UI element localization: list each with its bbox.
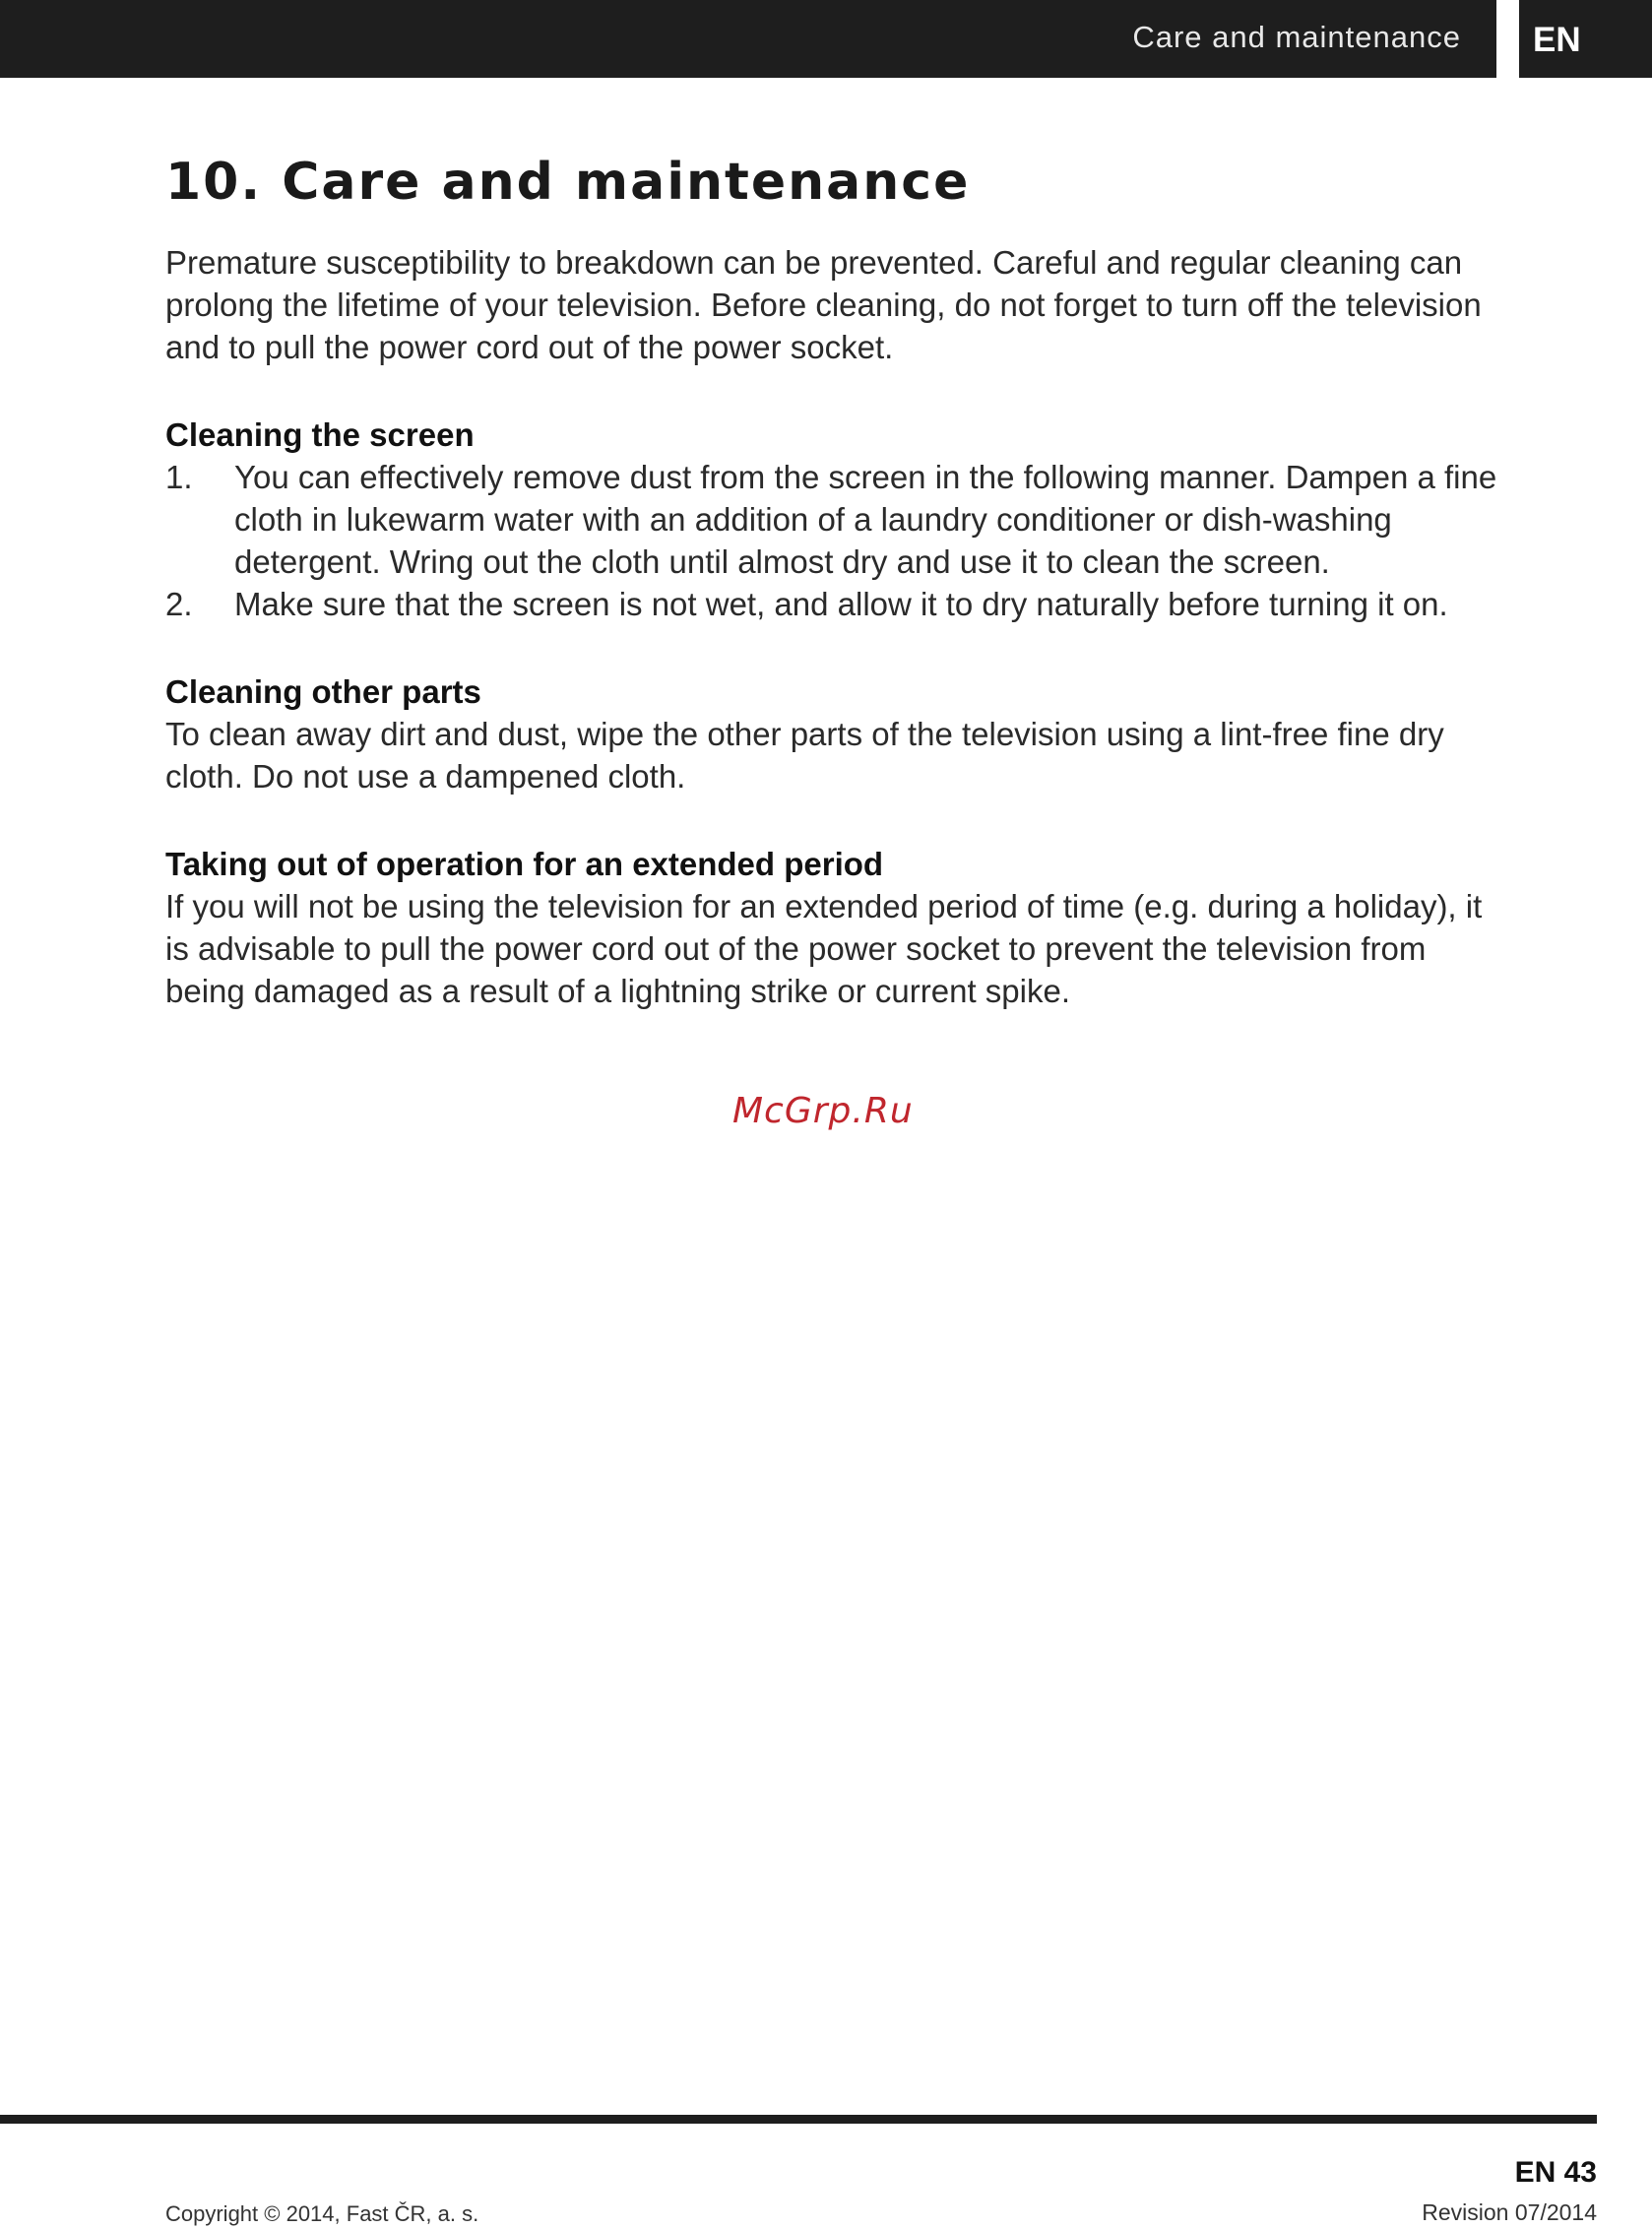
page-number: EN 43	[1514, 2156, 1597, 2189]
section-heading: Taking out of operation for an extended period	[165, 846, 884, 882]
revision-text: Revision 07/2014	[1422, 2199, 1597, 2225]
step-number: 1.	[165, 459, 193, 495]
section-heading: Cleaning the screen	[165, 416, 475, 453]
page-title: 10. Care and maintenance	[165, 153, 971, 212]
copyright-text: Copyright © 2014, Fast ČR, a. s.	[165, 2201, 479, 2226]
watermark: McGrp.Ru	[732, 1091, 914, 1131]
page-content	[165, 153, 1504, 1012]
footer-divider	[0, 2115, 1597, 2124]
section-heading: Cleaning other parts	[165, 673, 481, 710]
step-text: Make sure that the screen is not wet, and allow it to dry naturally before turning it on.	[234, 586, 1448, 622]
header-section-title: Care and maintenance	[1132, 20, 1461, 54]
language-badge: EN	[1519, 0, 1652, 78]
step-number: 2.	[165, 586, 193, 622]
list-item	[165, 456, 1504, 583]
section-text: If you will not be using the television for an extended period of time (e.g. during a holiday), it is advisable to pull the power cord out of the power socket to prevent the television from being damaged as a result of a lightning strike or current spike.	[165, 888, 1483, 1009]
section-cleaning-other-parts	[165, 670, 1504, 797]
section-text: To clean away dirt and dust, wipe the other parts of the television using a lint-free fine dry cloth. Do not use a dampened cloth.	[165, 716, 1444, 795]
steps-list	[165, 456, 1504, 625]
section-extended-period	[165, 843, 1504, 1012]
section-cleaning-screen	[165, 414, 1504, 625]
step-text: You can effectively remove dust from the screen in the following manner. Dampen a fine cloth in lukewarm water with an addition of a laundry conditioner or dish-washing detergent. Wring out the cloth until almost dry and use it to clean the screen.	[234, 459, 1497, 580]
header-bar	[0, 0, 1496, 78]
list-item	[165, 583, 1504, 625]
intro-paragraph: Premature susceptibility to breakdown can be prevented. Careful and regular cleaning can prolong the lifetime of your television. Before cleaning, do not forget to turn off the television and to pull the power cord out of the power socket.	[165, 244, 1482, 365]
